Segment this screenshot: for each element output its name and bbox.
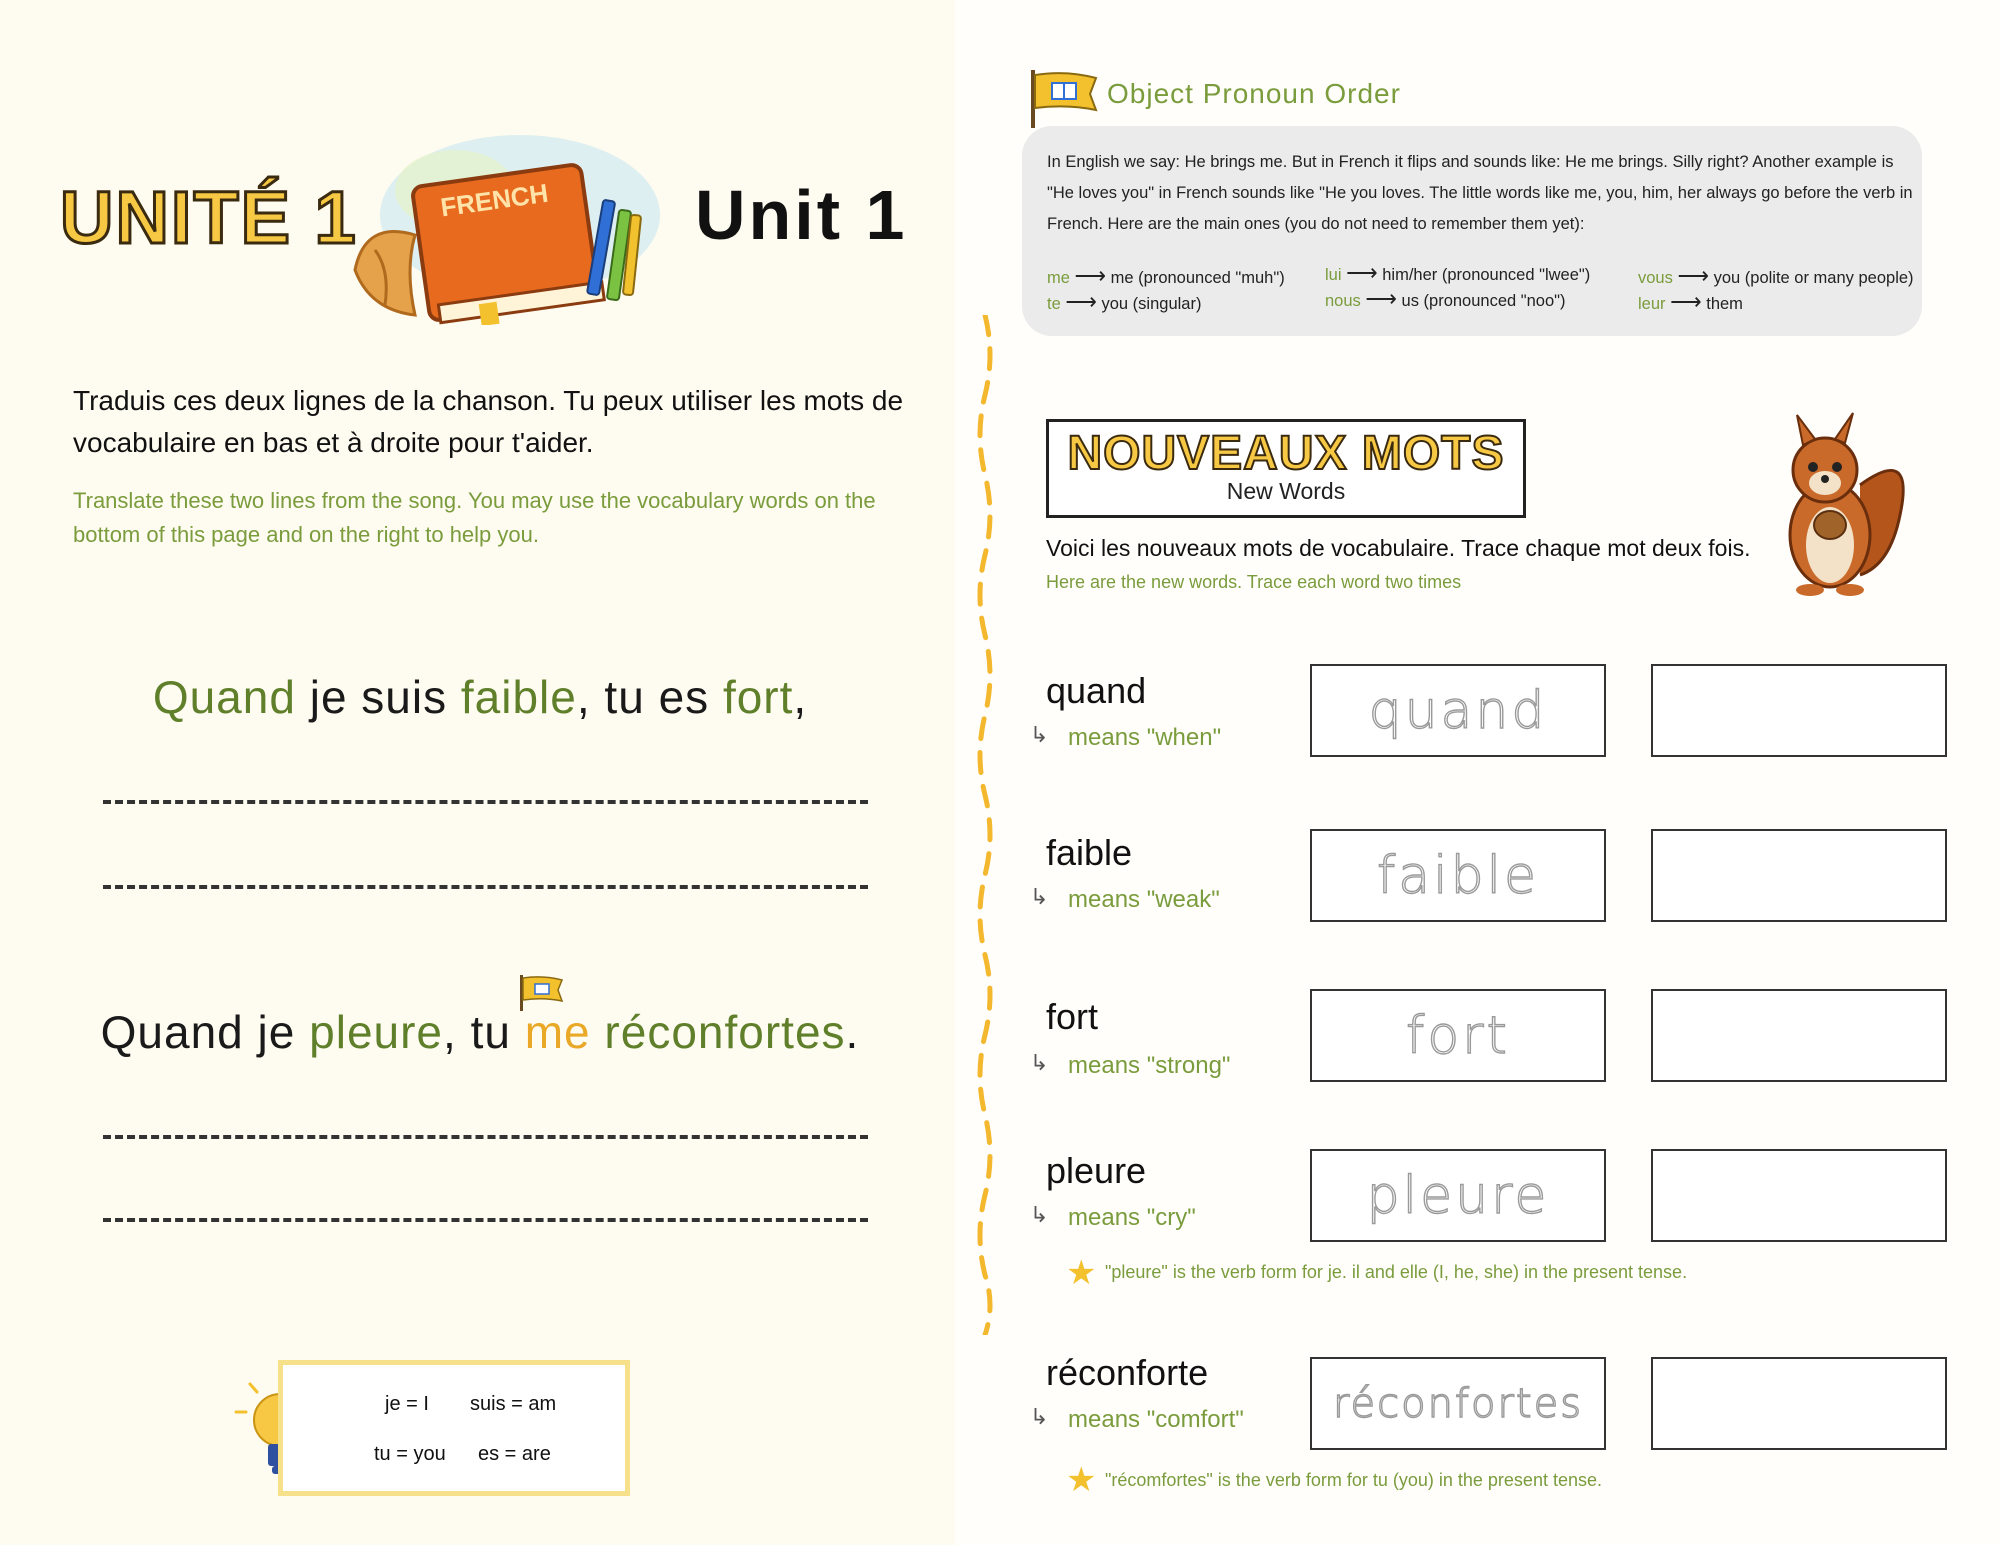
vocab-word: fort bbox=[1046, 996, 1099, 1037]
star-icon: ★ bbox=[1066, 1461, 1097, 1499]
vocab-meaning: means "comfort" bbox=[1068, 1406, 1244, 1433]
trace-box[interactable] bbox=[1310, 1149, 1606, 1242]
pronoun-nous bbox=[1325, 286, 1566, 312]
vocab-word: faible bbox=[1046, 832, 1133, 873]
new-words-title: NOUVEAUX MOTS bbox=[1067, 427, 1505, 480]
curved-arrow-icon: ↳ bbox=[1030, 722, 1049, 747]
pronoun-fr: me bbox=[1047, 269, 1070, 287]
arrow-icon: ⟶ bbox=[1670, 289, 1702, 314]
arrow-icon: ⟶ bbox=[1365, 286, 1397, 311]
keyword-quand: Quand bbox=[152, 671, 296, 723]
instruction-french: Traduis ces deux lignes de la chanson. Tu peux utiliser les mots de vocabulaire en bas et à droite pour t'aider. bbox=[73, 385, 904, 458]
pronoun-fr: nous bbox=[1325, 292, 1361, 310]
write-box[interactable] bbox=[1651, 989, 1947, 1082]
pronoun-en: me (pronounced "muh") bbox=[1110, 269, 1285, 287]
new-words-subtitle: New Words bbox=[1226, 478, 1346, 504]
write-box[interactable] bbox=[1651, 664, 1947, 757]
hint-suis: suis = am bbox=[470, 1393, 557, 1415]
squirrel-illustration bbox=[1765, 405, 1915, 600]
keyword-me: me bbox=[524, 1006, 591, 1058]
french-book-illustration bbox=[345, 120, 665, 325]
pronoun-explanation: In English we say: He brings me. But in French it flips and sounds like: He me brings. Silly right? Another example is "He loves you" in French sounds like "He you loves. The little words like me, you, him, her always go before the verb in French. Here are the main ones (you do not need to remember them yet): bbox=[1047, 153, 1913, 233]
vocab-meaning: means "weak" bbox=[1068, 886, 1220, 913]
keyword-pleure: pleure bbox=[309, 1006, 444, 1058]
arrow-icon: ⟶ bbox=[1677, 263, 1709, 288]
text-segment bbox=[591, 1006, 605, 1058]
pronoun-fr: lui bbox=[1325, 266, 1342, 284]
vocab-meaning: means "when" bbox=[1068, 724, 1222, 751]
curved-arrow-icon: ↳ bbox=[1030, 1050, 1049, 1075]
text-segment: , tu es bbox=[576, 671, 723, 723]
answer-line-1b[interactable] bbox=[103, 885, 868, 889]
trace-box[interactable] bbox=[1310, 1357, 1606, 1450]
hint-tu: tu = you bbox=[374, 1443, 446, 1465]
instruction-trace-french: Voici les nouveaux mots de vocabulaire. Trace chaque mot deux fois. bbox=[1046, 535, 1751, 561]
unit-title-fr: UNITÉ 1 bbox=[60, 176, 358, 259]
flag-book-icon bbox=[1028, 70, 1100, 128]
vocab-word: quand bbox=[1046, 670, 1147, 711]
write-box[interactable] bbox=[1651, 1357, 1947, 1450]
pronoun-fr: te bbox=[1047, 295, 1061, 313]
pronoun-lui bbox=[1325, 260, 1590, 286]
vocab-meaning: means "cry" bbox=[1068, 1204, 1196, 1231]
trace-box[interactable] bbox=[1310, 664, 1606, 757]
hint-je: je = I bbox=[385, 1393, 429, 1415]
text-segment: , tu bbox=[443, 1006, 525, 1058]
text-segment: Quand je bbox=[100, 1006, 310, 1058]
write-box[interactable] bbox=[1651, 829, 1947, 922]
arrow-icon: ⟶ bbox=[1346, 260, 1378, 285]
text-segment: je suis bbox=[295, 671, 461, 723]
keyword-reconfortes: réconfortes bbox=[604, 1006, 846, 1058]
text-segment: , bbox=[793, 671, 808, 723]
note-pleure: "pleure" is the verb form for je. il and elle (I, he, she) in the present tense. bbox=[1105, 1262, 1688, 1282]
pronoun-leur bbox=[1638, 289, 1743, 315]
vocab-word: pleure bbox=[1046, 1150, 1147, 1191]
vocab-word: réconforte bbox=[1046, 1352, 1209, 1393]
pronoun-te bbox=[1047, 289, 1201, 315]
vocab-hint-box bbox=[278, 1360, 630, 1496]
pronoun-section-title: Object Pronoun Order bbox=[1107, 78, 1401, 109]
trace-word: quand bbox=[1368, 680, 1548, 741]
book-label: FRENCH bbox=[438, 177, 551, 223]
pronoun-en: them bbox=[1706, 295, 1743, 313]
vocab-meaning: means "strong" bbox=[1068, 1052, 1231, 1079]
pronoun-fr: vous bbox=[1638, 269, 1673, 287]
note-reconfortes: "récomfortes" is the verb form for tu (you) in the present tense. bbox=[1105, 1470, 1602, 1490]
curved-arrow-icon: ↳ bbox=[1030, 1404, 1049, 1429]
star-icon: ★ bbox=[1066, 1254, 1097, 1292]
answer-line-1a[interactable] bbox=[103, 800, 868, 804]
trace-word: fort bbox=[1406, 1005, 1510, 1066]
pronoun-vous bbox=[1638, 263, 1914, 289]
text-segment: . bbox=[845, 1006, 860, 1058]
unit-title-en: Unit 1 bbox=[695, 176, 908, 254]
song-line-1 bbox=[30, 670, 930, 724]
pronoun-en: you (singular) bbox=[1101, 295, 1202, 313]
song-line-2 bbox=[30, 1005, 930, 1059]
trace-word: pleure bbox=[1366, 1165, 1550, 1226]
curved-arrow-icon: ↳ bbox=[1030, 1202, 1049, 1227]
pronoun-en: you (polite or many people) bbox=[1713, 269, 1914, 287]
keyword-faible: faible bbox=[460, 671, 577, 723]
trace-box[interactable] bbox=[1310, 829, 1606, 922]
pronoun-en: him/her (pronounced "lwee") bbox=[1382, 266, 1591, 284]
arrow-icon: ⟶ bbox=[1074, 263, 1107, 288]
write-box[interactable] bbox=[1651, 1149, 1947, 1242]
answer-line-2b[interactable] bbox=[103, 1218, 868, 1222]
pronoun-fr: leur bbox=[1638, 295, 1666, 313]
page-divider bbox=[970, 315, 1000, 1335]
instruction-trace-english: Here are the new words. Trace each word two times bbox=[1046, 572, 1462, 592]
trace-box[interactable] bbox=[1310, 989, 1606, 1082]
trace-word: réconfortes bbox=[1332, 1380, 1584, 1427]
arrow-icon: ⟶ bbox=[1065, 289, 1097, 314]
answer-line-2a[interactable] bbox=[103, 1135, 868, 1139]
hint-es: es = are bbox=[478, 1443, 551, 1465]
keyword-fort: fort bbox=[722, 671, 794, 723]
trace-word: faible bbox=[1376, 845, 1540, 906]
pronoun-me bbox=[1047, 263, 1285, 289]
instruction-english: Translate these two lines from the song. You may use the vocabulary words on the bottom of this page and on the right to help you. bbox=[73, 488, 876, 547]
pronoun-en: us (pronounced "noo") bbox=[1401, 292, 1566, 310]
curved-arrow-icon: ↳ bbox=[1030, 884, 1049, 909]
